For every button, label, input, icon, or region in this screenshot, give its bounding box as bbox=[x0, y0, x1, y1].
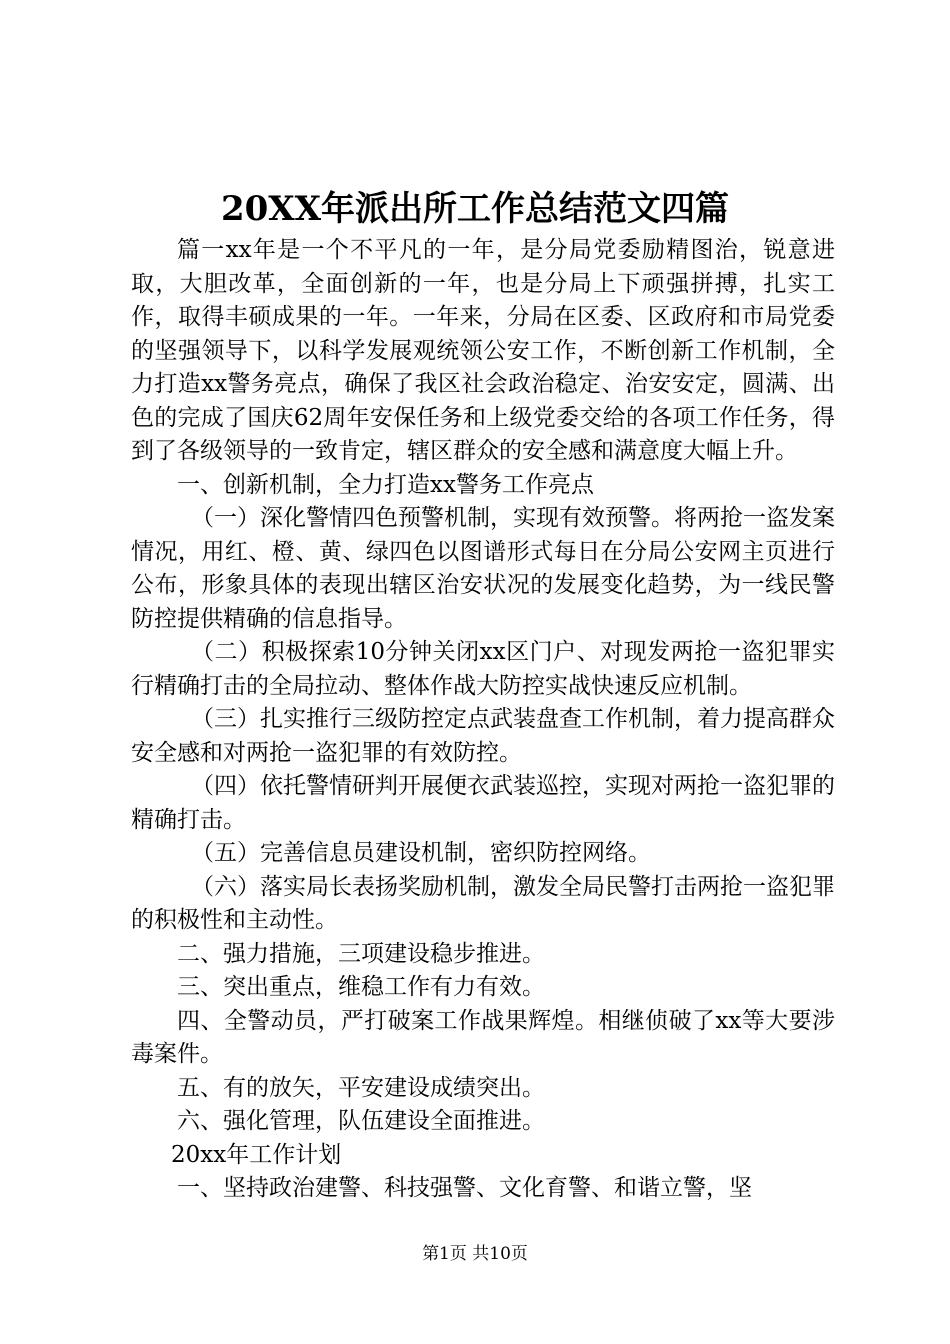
heading-section-6: 六、强化管理，队伍建设全面推进。 bbox=[177, 1108, 545, 1134]
document-title: 20XX年派出所工作总结范文四篇 bbox=[220, 189, 730, 229]
paragraph-intro: 篇一xx年是一个不平凡的一年，是分局党委励精图治，锐意进取，大胆改革，全面创新的一年，也是分局上下顽强拼搏，扎实工作，取得丰硕成果的一年。一年来，分局在区委、区政府和市局党委的坚强领导下，以科学发展观统领公安工作，不断创新工作机制，全力打造xx警务亮点，确保了我区社会政治稳定、治安安定，圆满、出色的完成了国庆62周年安保任务和上级党委交给的各项工作任务，得到了各级领导的一致肯定，辖区群众的安全感和满意度大幅上升。 bbox=[131, 237, 835, 464]
paragraph-item-5: （五）完善信息员建设机制，密织防控网络。 bbox=[191, 840, 651, 866]
paragraph-item-3: （三）扎实推行三级防控定点武装盘查工作机制，着力提高群众安全感和对两抢一盗犯罪的有效防控。 bbox=[131, 706, 835, 766]
heading-section-4: 四、全警动员，严打破案工作战果辉煌。相继侦破了xx等大要涉毒案件。 bbox=[131, 1007, 835, 1067]
heading-work-plan: 20xx年工作计划 bbox=[171, 1141, 342, 1168]
paragraph-item-2: （二）积极探索10分钟关闭xx区门户、对现发两抢一盗犯罪实行精确打击的全局拉动、整体作战大防控实战快速反应机制。 bbox=[131, 639, 835, 699]
heading-section-5: 五、有的放矢，平安建设成绩突出。 bbox=[177, 1074, 545, 1101]
paragraph-plan-1: 一、坚持政治建警、科技强警、文化育警、和谐立警，坚 bbox=[177, 1175, 752, 1201]
page-number-footer: 第1页 共10页 bbox=[422, 1244, 528, 1264]
paragraph-item-4: （四）依托警情研判开展便衣武装巡控，实现对两抢一盗犯罪的精确打击。 bbox=[131, 773, 835, 833]
heading-section-2: 二、强力措施，三项建设稳步推进。 bbox=[177, 940, 545, 967]
paragraph-item-1: （一）深化警情四色预警机制，实现有效预警。将两抢一盗发案情况，用红、橙、黄、绿四色以图谱形式每日在分局公安网主页进行公布，形象具体的表现出辖区治安状况的发展变化趋势，为一线民警防控提供精确的信息指导。 bbox=[131, 505, 835, 632]
heading-section-1: 一、创新机制，全力打造xx警务工作亮点 bbox=[177, 471, 594, 498]
paragraph-item-6: （六）落实局长表扬奖励机制，激发全局民警打击两抢一盗犯罪的积极性和主动性。 bbox=[131, 873, 835, 933]
document-body bbox=[131, 234, 835, 1206]
heading-section-3: 三、突出重点，维稳工作有力有效。 bbox=[177, 974, 545, 1000]
